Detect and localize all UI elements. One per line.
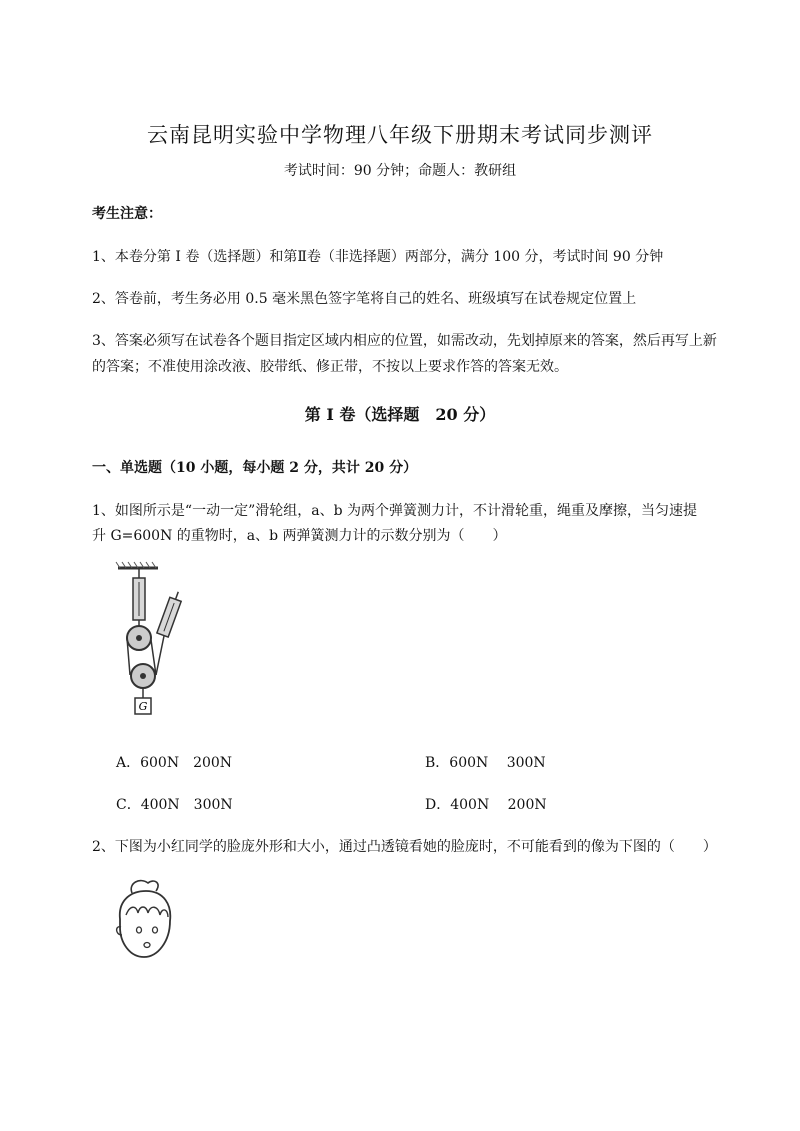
notice-item-3: 3、答案必须写在试卷各个题目指定区域内相应的位置，如需改动，先划掉原来的答案，然后再写上新 bbox=[92, 333, 717, 349]
notice-item-1: 1、本卷分第 I 卷（选择题）和第Ⅱ卷（非选择题）两部分，满分 100 分，考试时间 90 分钟 bbox=[92, 249, 664, 265]
question-2-line-1: 2、下图为小红同学的脸庞外形和大小，通过凸透镜看她的脸庞时，不可能看到的像为下图的（ ） bbox=[92, 839, 717, 855]
page-title: 云南昆明实验中学物理八年级下册期末考试同步测评 bbox=[147, 123, 653, 147]
notice-heading: 考生注意： bbox=[92, 206, 162, 222]
section-title: 第 I 卷（选择题 20 分） bbox=[304, 405, 496, 424]
option-a[interactable]: A．600N 200N bbox=[116, 755, 233, 771]
weight-label: G bbox=[138, 700, 148, 713]
notice-item-3-cont: 的答案；不准使用涂改液、胶带纸、修正带，不按以上要求作答的答案无效。 bbox=[92, 359, 568, 375]
question-1-line-2: 升 G=600N 的重物时，a、b 两弹簧测力计的示数分别为（ ） bbox=[92, 528, 507, 544]
option-d[interactable]: D．400N 200N bbox=[425, 797, 547, 813]
question-1-line-1: 1、如图所示是“一动一定”滑轮组，a、b 为两个弹簧测力计，不计滑轮重，绳重及摩擦，当匀速提 bbox=[92, 503, 697, 519]
option-b[interactable]: B．600N 300N bbox=[425, 755, 546, 771]
exam-info: 考试时间：90 分钟；命题人：教研组 bbox=[283, 163, 517, 179]
notice-item-2: 2、答卷前，考生务必用 0.5 毫米黑色签字笔将自己的姓名、班级填写在试卷规定位置上 bbox=[92, 291, 637, 307]
option-c[interactable]: C．400N 300N bbox=[116, 797, 233, 813]
pulley-system-figure bbox=[112, 560, 192, 720]
part-heading: 一、单选题（10 小题，每小题 2 分，共计 20 分） bbox=[92, 460, 418, 476]
girl-face-figure bbox=[110, 875, 180, 965]
